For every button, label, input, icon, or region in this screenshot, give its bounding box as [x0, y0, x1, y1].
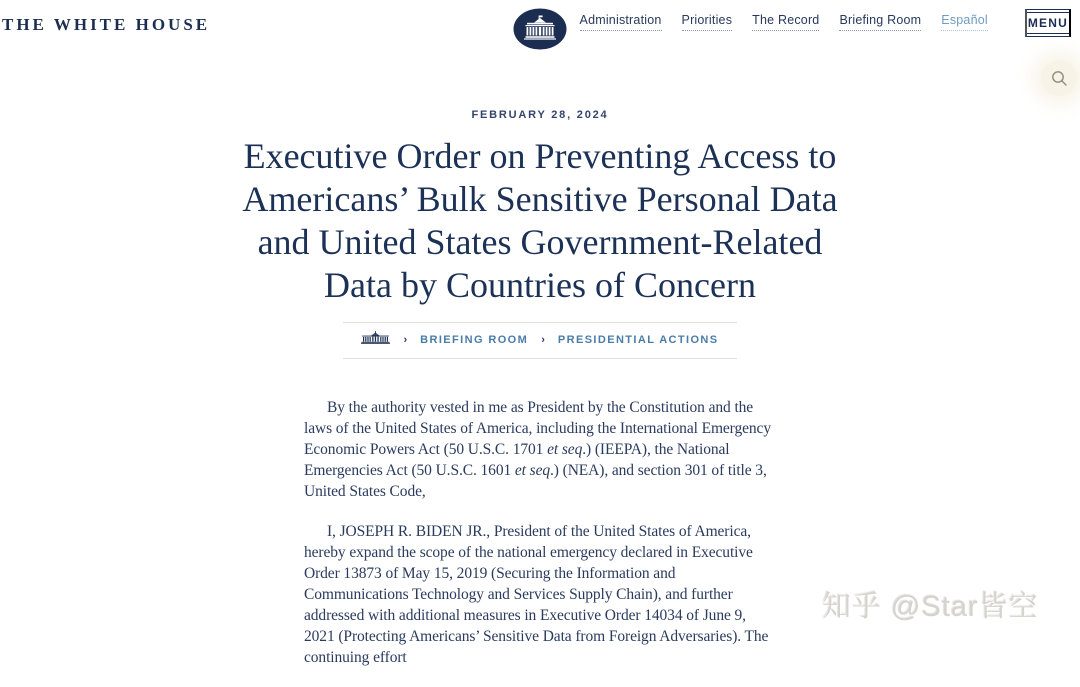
article-date: FEBRUARY 28, 2024: [471, 109, 609, 121]
article-body: [304, 397, 776, 668]
zhihu-watermark: 知乎 @Star皆空: [822, 591, 1039, 623]
article-main: [0, 58, 1080, 687]
nav-the-record[interactable]: The Record: [752, 13, 819, 31]
article-paragraph: By the authority vested in me as President by the Constitution and the laws of the United States of America, including the International Emergency Economic Powers Act (50 U.S.C. 1701 et seq.) (IEEPA), the National Emergencies Act (50 U.S.C. 1601 et seq.) (NEA), and section 301 of title 3, United States Code,: [304, 399, 771, 500]
primary-nav: [560, 13, 1071, 37]
site-header: [0, 0, 1080, 58]
nav-espanol[interactable]: Español: [941, 13, 988, 31]
menu-button-label: MENU: [1027, 12, 1069, 34]
nav-briefing-room[interactable]: Briefing Room: [839, 13, 921, 31]
breadcrumb-row: [0, 322, 1080, 359]
nav-administration[interactable]: Administration: [580, 13, 662, 31]
whitehouse-wordmark[interactable]: THE WHITE HOUSE: [2, 15, 211, 34]
breadcrumb-separator-icon: ›: [541, 334, 545, 346]
breadcrumb-home-link[interactable]: [361, 331, 390, 349]
whitehouse-building-icon: [361, 331, 390, 344]
breadcrumb: [343, 322, 736, 359]
breadcrumb-briefing-room[interactable]: BRIEFING ROOM: [420, 334, 529, 346]
nav-priorities[interactable]: Priorities: [682, 13, 733, 31]
menu-button[interactable]: [1025, 9, 1071, 37]
breadcrumb-presidential-actions[interactable]: PRESIDENTIAL ACTIONS: [557, 334, 719, 346]
breadcrumb-separator-icon: ›: [403, 334, 408, 346]
page-title: Executive Order on Preventing Access to Americans’ Bulk Sensitive Personal Data and United States Government-Related Data by Countries of Concern: [242, 136, 838, 305]
article-paragraph: I, JOSEPH R. BIDEN JR., President of the United States of America, hereby expand the scope of the national emergency declared in Executive Order 13873 of May 15, 2019 (Securing the Information and Communications Technology and Services Supply Chain), and further addressed with additional measures in Executive Order 14034 of June 9, 2021 (Protecting Americans’ Sensitive Data from Foreign Adversaries). The continuing effort: [304, 523, 769, 666]
